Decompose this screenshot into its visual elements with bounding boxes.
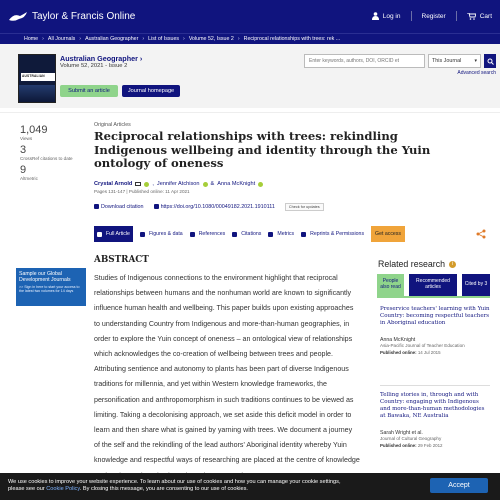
cover-stripe: [19, 85, 55, 102]
journal-volume: Volume 52, 2021 - Issue 2: [60, 63, 128, 69]
chevron-right-icon: ›: [237, 36, 240, 42]
article-metrics: [20, 124, 80, 184]
related-item-title[interactable]: Telling stories in, through and with Country: engaging with Indigenous and more-than-human methodologies at Bawaka, NE Australia: [380, 392, 485, 419]
related-item-journal: Asia-Pacific Journal of Teacher Education: [380, 343, 465, 348]
breadcrumb: [0, 33, 500, 44]
orcid-icon[interactable]: [144, 182, 149, 187]
register-link[interactable]: [422, 13, 446, 20]
publication-info: Pages 131-147 | Published online: 11 Apr 2021: [94, 189, 190, 194]
breadcrumb-all-journals[interactable]: All Journals: [47, 36, 76, 42]
breadcrumb-issues[interactable]: List of Issues: [148, 36, 180, 42]
metrics-icon: [268, 232, 273, 237]
share-icon[interactable]: [476, 229, 486, 239]
article-type: Original Articles: [94, 122, 131, 128]
article-heading: [94, 122, 474, 171]
author-link[interactable]: Anna McKnight: [217, 181, 256, 187]
image-icon: [140, 232, 145, 237]
orcid-icon[interactable]: [203, 182, 208, 187]
tab-references[interactable]: References: [190, 231, 226, 237]
tab-people-also-read[interactable]: People also read: [377, 274, 404, 296]
chevron-down-icon: ▾: [474, 58, 477, 64]
author-link[interactable]: Crystal Arnold: [94, 181, 133, 187]
chevron-right-icon: ›: [183, 36, 185, 42]
chevron-right-icon: ›: [42, 36, 44, 42]
search-input[interactable]: [304, 54, 425, 68]
author-separator: &: [210, 181, 215, 187]
crossref-count[interactable]: 3: [20, 144, 27, 156]
site-logo[interactable]: [8, 10, 135, 22]
tab-citations[interactable]: Citations: [232, 231, 261, 237]
check-for-updates-badge[interactable]: Check for updates: [285, 203, 324, 211]
account-actions: [372, 11, 492, 21]
login-link[interactable]: [372, 12, 401, 20]
search-scope-select[interactable]: [428, 54, 481, 68]
orcid-icon[interactable]: [258, 182, 263, 187]
document-icon: [97, 232, 102, 237]
citation-row: [94, 203, 324, 211]
related-item: [380, 306, 490, 355]
breadcrumb-volume[interactable]: Volume 52, Issue 2: [188, 36, 234, 42]
tab-figures[interactable]: Figures & data: [140, 231, 183, 237]
abstract-heading: ABSTRACT: [94, 255, 149, 265]
brand-name: Taylor & Francis Online: [32, 10, 136, 22]
divider: [411, 11, 412, 21]
cart-label: Cart: [479, 12, 492, 20]
cookie-message: We use cookies to improve your website experience. To learn about our use of cookies and how you can manage your cookie settings, please see our Cookie Policy. By closing this message, you are consenting to our use of cookies.: [8, 479, 341, 492]
download-citation-link[interactable]: Download citation: [94, 204, 144, 210]
breadcrumb-journal[interactable]: Australian Geographer: [85, 36, 139, 42]
search-scope-value: This Journal: [432, 58, 462, 64]
sample-journals-ad[interactable]: [16, 268, 86, 306]
accept-cookies-button[interactable]: Accept: [430, 478, 488, 493]
doi-link[interactable]: https://doi.org/10.1080/00049182.2021.1910111: [154, 204, 275, 210]
related-item-date: Published online: 14 Jul 2015: [380, 349, 441, 355]
cookie-banner: [0, 473, 500, 500]
journal-homepage-button[interactable]: Journal homepage: [122, 85, 180, 97]
tab-full-article[interactable]: Full Article: [94, 226, 133, 242]
chevron-right-icon: ›: [142, 36, 145, 42]
divider: [456, 11, 457, 21]
cart-link[interactable]: [467, 13, 492, 20]
journal-name[interactable]: Australian Geographer ›: [60, 54, 143, 63]
get-access-button[interactable]: Get access: [371, 226, 405, 242]
journal-cover[interactable]: [18, 54, 56, 103]
login-label: Log in: [382, 12, 401, 20]
sample-signin-link[interactable]: >> Sign in here to start your access to the latest two volumes for 14 days: [19, 285, 80, 294]
related-tabs-underline: [377, 296, 490, 298]
cookie-policy-link[interactable]: Cookie Policy: [46, 485, 80, 492]
altmetric-label: Altmetric: [20, 176, 38, 181]
logo-icon: [8, 10, 28, 22]
search-button[interactable]: [484, 54, 496, 68]
cover-title: AUSTRALIAN: [22, 74, 45, 78]
related-item-author: Anna McKnight: [380, 337, 416, 343]
chevron-right-icon: ›: [139, 54, 143, 63]
divider: [380, 385, 490, 386]
breadcrumb-current: Reciprocal relationships with trees: rek ...: [243, 36, 341, 42]
references-icon: [190, 232, 195, 237]
citations-icon: [232, 232, 237, 237]
views-count: 1,049: [20, 124, 48, 136]
cart-icon: [467, 13, 476, 20]
related-item-title[interactable]: Preservice teachers' learning with Yuin Country: becoming respectful teachers in Aboriginal education: [380, 306, 490, 326]
journal-header: [0, 44, 500, 108]
article-tabs: [94, 226, 405, 242]
related-tabs: [377, 274, 490, 296]
author-list: Crystal Arnold , Jennifer Atchison & Anna McKnight: [94, 181, 263, 187]
tab-metrics[interactable]: Metrics: [268, 231, 294, 237]
user-icon: [372, 12, 379, 20]
related-research-heading: Related research i: [378, 259, 456, 269]
related-item: [380, 392, 490, 448]
advanced-search-link[interactable]: Advanced search: [457, 70, 496, 76]
submit-article-button[interactable]: Submit an article: [60, 85, 118, 97]
info-icon[interactable]: i: [449, 261, 456, 268]
altmetric-count[interactable]: 9: [20, 164, 27, 176]
related-item-date: Published online: 29 Feb 2012: [380, 442, 443, 448]
link-icon: [154, 204, 159, 209]
abstract-text: Studies of Indigenous connections to the environment highlight that reciprocal relationships between humans and the nonhuman world are known to significantly influence human health and wellbeing. This paper builds upon existing approaches to understanding Country from Indigenous and more-than-human geographies, in order to explore the Yuin concept of oneness – an ontological view of relationships which acknowledges the co-creation of wellbeing between trees and people. Attributing sentience and autonomy to plants has been part of diverse Indigenous traditions for millennia, and yet within Western knowledge frameworks, the personification and anthropomorphism in such traditions continues to be viewed as limiting. Taking a decolonising approach, we set aside this deficit model in order to learn and then share what is gained by yarning with trees. We document a journey of the self and the rekindling of the lead authors' Aboriginal identity whereby Yuin knowledge and respectful ways of researching are placed at the centre of knowledge: [94, 274, 360, 465]
article-title: Reciprocal relationships with trees: rekindling Indigenous wellbeing and identity through the Yuin ontology of oneness: [94, 129, 431, 171]
tab-recommended[interactable]: Recommended articles: [409, 274, 457, 296]
author-link[interactable]: Jennifer Atchison: [156, 181, 200, 187]
views-label: Views: [20, 136, 33, 141]
tab-cited-by[interactable]: Cited by 3: [462, 274, 490, 296]
sample-headline: Sample our Global Development Journals: [19, 271, 71, 283]
reprints-icon: [301, 232, 306, 237]
related-item-author: Sarah Wright et al.: [380, 430, 423, 436]
register-label: Register: [421, 12, 446, 20]
top-bar: [0, 0, 500, 33]
divider: [0, 112, 500, 113]
search-icon: [487, 58, 494, 65]
chevron-right-icon: ›: [79, 36, 82, 42]
related-item-journal: Journal of Cultural Geography: [380, 436, 442, 441]
download-icon: [94, 204, 99, 209]
crossref-label: CrossRef citations to date: [20, 156, 73, 161]
tab-reprints[interactable]: Reprints & Permissions: [301, 231, 364, 237]
email-icon[interactable]: [135, 182, 141, 186]
breadcrumb-home[interactable]: Home: [24, 36, 39, 42]
